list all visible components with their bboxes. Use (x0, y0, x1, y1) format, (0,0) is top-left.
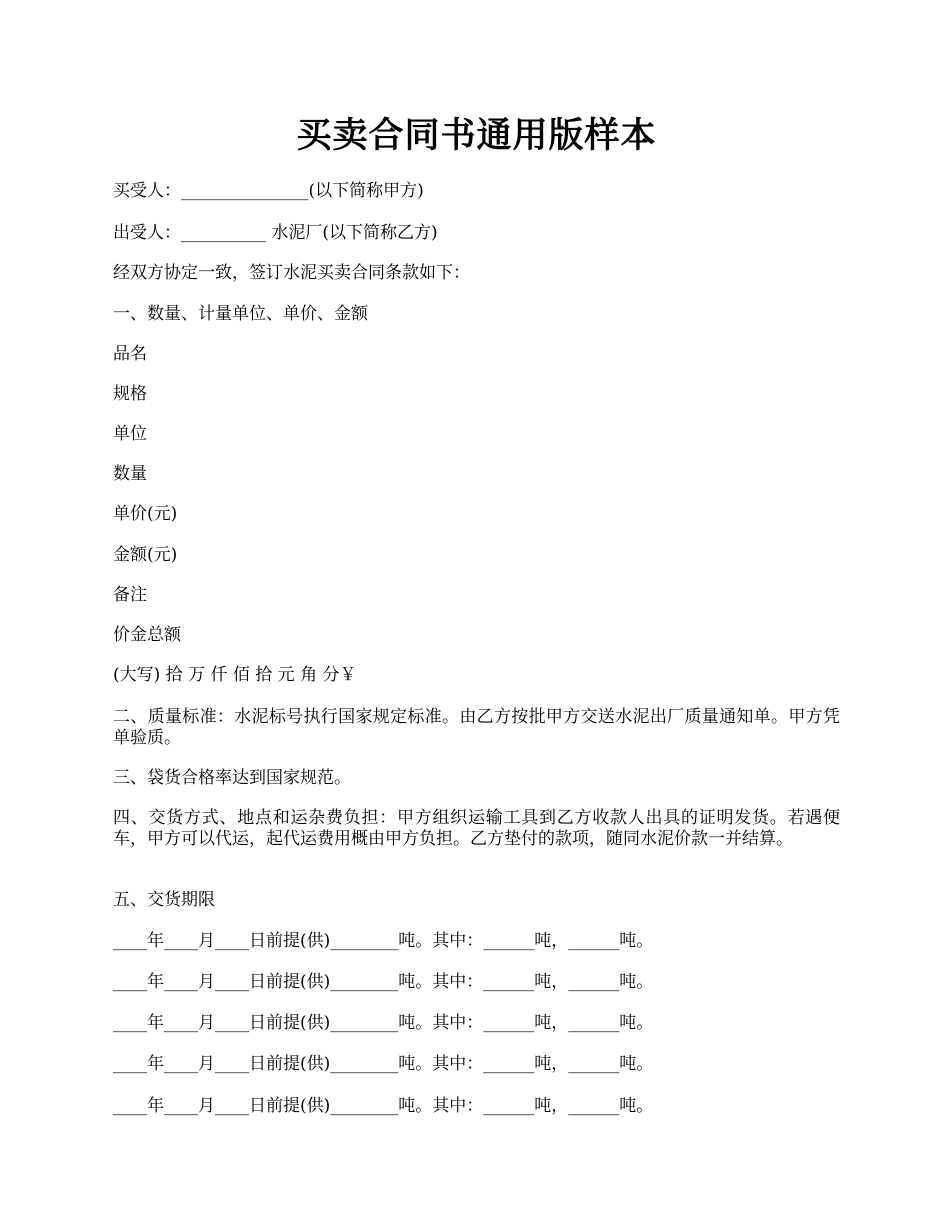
field-product-name: 品名 (113, 344, 147, 364)
field-amount: 金额(元) (113, 545, 178, 565)
section-1-heading: 一、数量、计量单位、单价、金额 (113, 304, 368, 324)
buyer-line: 买受人：_______________(以下简称甲方) (113, 181, 424, 201)
agreement-intro: 经双方协定一致，签订水泥买卖合同条款如下： (113, 263, 470, 283)
section-5-heading: 五、交货期限 (113, 890, 215, 910)
delivery-schedule-line: ____年____月____日前提(供)________吨。其中：______吨，______吨。 (113, 931, 654, 951)
field-total-price: 价金总额 (113, 625, 181, 645)
field-quantity: 数量 (113, 464, 147, 484)
section-2-quality: 二、质量标准：水泥标号执行国家规定标准。由乙方按批甲方交送水泥出厂质量通知单。甲方凭单验质。 (113, 707, 840, 748)
field-unit-price: 单价(元) (113, 504, 178, 524)
field-remarks: 备注 (113, 585, 147, 605)
document-title: 买卖合同书通用版样本 (296, 115, 657, 156)
field-spec: 规格 (113, 384, 147, 404)
seller-line: 出受人：__________ 水泥厂(以下简称乙方) (113, 223, 438, 243)
section-3-bag-rate: 三、袋货合格率达到国家规范。 (113, 768, 351, 788)
delivery-schedule-line: ____年____月____日前提(供)________吨。其中：______吨，______吨。 (113, 1096, 654, 1116)
section-4-delivery: 四、交货方式、地点和运杂费负担：甲方组织运输工具到乙方收款人出具的证明发货。若遇便车，甲方可以代运，起代运费用概由甲方负担。乙方垫付的款项，随同水泥价款一并结算。 (113, 808, 840, 849)
field-unit: 单位 (113, 424, 147, 444)
delivery-schedule-line: ____年____月____日前提(供)________吨。其中：______吨，______吨。 (113, 1054, 654, 1074)
delivery-schedule-line: ____年____月____日前提(供)________吨。其中：______吨，______吨。 (113, 1013, 654, 1033)
delivery-schedule-line: ____年____月____日前提(供)________吨。其中：______吨，______吨。 (113, 972, 654, 992)
total-in-words-line: (大写) 拾 万 仟 佰 拾 元 角 分￥ (113, 665, 357, 685)
